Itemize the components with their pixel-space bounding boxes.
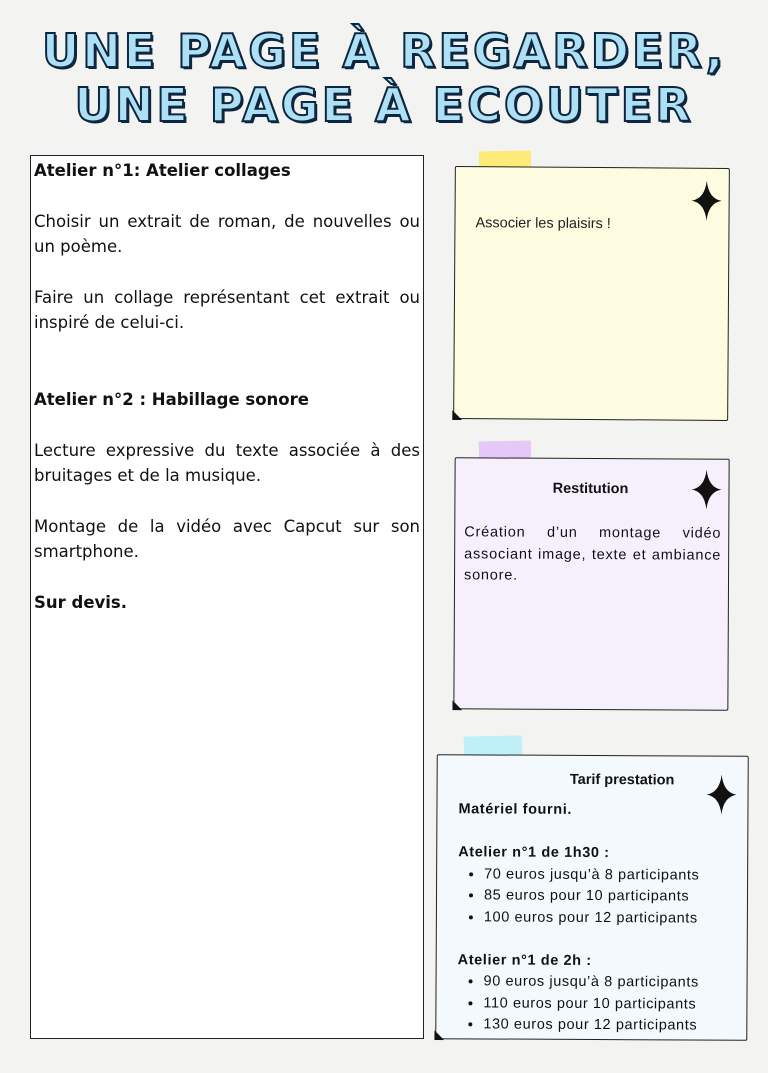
atelier1-paragraph-2: Faire un collage représentant cet extrait ou inspiré de celui-ci. [34,288,420,332]
group2-title: Atelier n°1 de 2h : [457,951,592,969]
group1-list [458,864,743,930]
title-line-1: UNE PAGE À REGARDER, [41,24,727,78]
tarif-body [457,799,743,1037]
workshops-panel [30,155,424,1039]
list-item: • 100 euros pour 12 participants [484,907,743,930]
list-item: • 90 euros jusqu’à 8 participants [483,971,742,994]
list-item: • 110 euros pour 10 participants [483,993,742,1016]
group1-title: Atelier n°1 de 1h30 : [458,844,610,862]
sparkle-star-icon [691,470,721,510]
restitution-body: Création d’un montage vidéo associant image, texte et ambiance sonore. [464,524,722,584]
restitution-heading: Restitution [552,480,629,498]
atelier2-paragraph-1: Lecture expressive du texte associée à des bruitages et de la musique. [34,441,420,485]
note1-text: Associer les plaisirs ! [475,215,611,233]
devis-note: Sur devis. [34,593,128,612]
tarif-heading: Tarif prestation [569,771,675,789]
list-item: • 130 euros pour 12 participants [483,1014,742,1037]
materiel-fourni: Matériel fourni. [458,801,573,818]
group2-list [457,971,742,1037]
list-item: • 85 euros pour 10 participants [484,885,743,908]
atelier2-title: Atelier n°2 : Habillage sonore [34,390,309,409]
atelier1-paragraph-1: Choisir un extrait de roman, de nouvelles ou un poème. [34,212,420,256]
sticky-note-plaisirs [453,166,730,421]
title-line-2: UNE PAGE À ECOUTER [74,78,694,132]
list-item: • 70 euros jusqu’à 8 participants [484,864,743,887]
atelier1-title: Atelier n°1: Atelier collages [34,161,291,180]
atelier2-paragraph-2: Montage de la vidéo avec Capcut sur son smartphone. [34,517,420,561]
sticky-note-restitution [453,457,729,710]
folded-corner [434,1030,444,1040]
sticky-note-tarif [435,754,748,1041]
folded-corner [452,410,462,420]
folded-corner [452,700,462,710]
page-title [0,24,768,132]
sparkle-star-icon [692,181,722,221]
